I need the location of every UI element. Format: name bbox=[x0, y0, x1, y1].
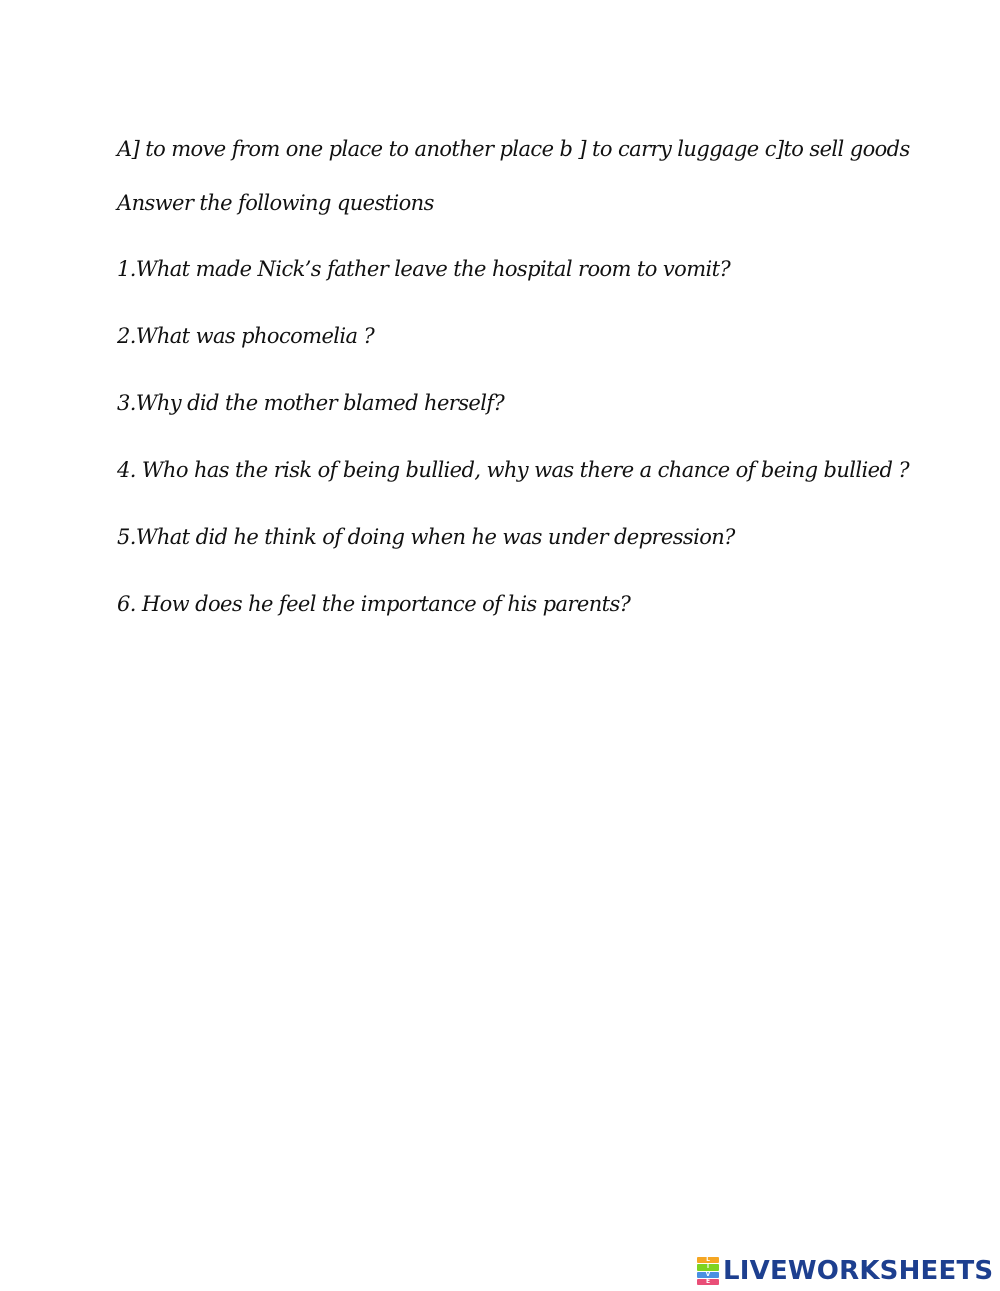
question-2: 2.What was phocomelia ? bbox=[117, 324, 375, 348]
logo-text: LIVEWORKSHEETS bbox=[723, 1256, 994, 1286]
section-heading: Answer the following questions bbox=[117, 191, 434, 215]
question-5: 5.What did he think of doing when he was under depression? bbox=[117, 525, 735, 549]
logo-letter-v: V bbox=[697, 1272, 719, 1278]
liveworksheets-icon bbox=[697, 1257, 719, 1285]
question-3: 3.Why did the mother blamed herself? bbox=[117, 391, 505, 415]
question-6: 6. How does he feel the importance of his parents? bbox=[117, 592, 631, 616]
logo-letter-e: E bbox=[697, 1279, 719, 1285]
question-1: 1.What made Nick’s father leave the hospital room to vomit? bbox=[117, 257, 731, 281]
question-4: 4. Who has the risk of being bullied, why was there a chance of being bullied ? bbox=[117, 458, 910, 482]
option-line: A] to move from one place to another place b ] to carry luggage c]to sell goods bbox=[117, 137, 910, 161]
logo-letter-l: L bbox=[697, 1257, 719, 1263]
liveworksheets-logo bbox=[697, 1256, 993, 1286]
logo-letter-i: I bbox=[697, 1264, 719, 1270]
